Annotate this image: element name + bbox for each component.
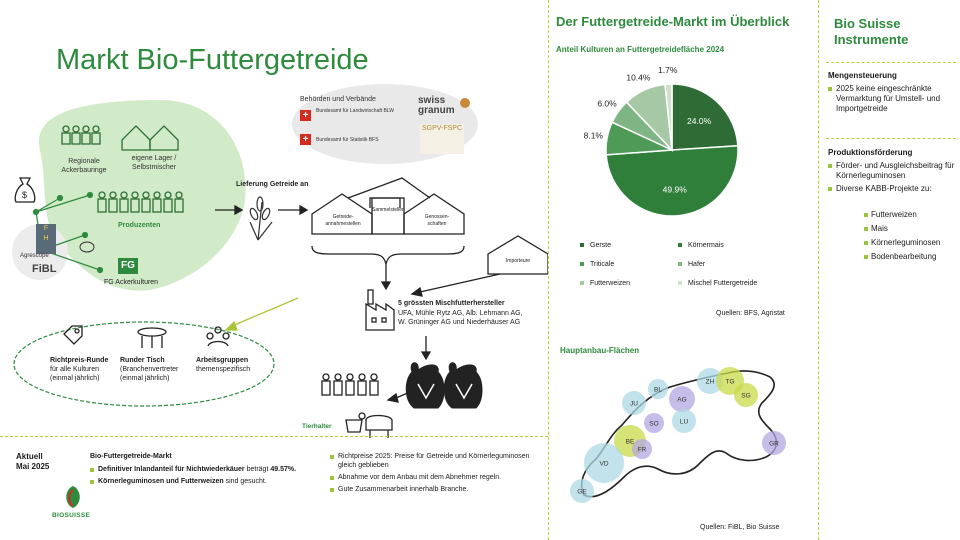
current-bullet (90, 477, 340, 486)
current-label-line2: Mai 2025 (16, 462, 50, 471)
section2-item: Diverse KABB-Projekte zu: (828, 184, 956, 194)
legend-item (580, 260, 614, 269)
delivery-label: Lieferung Getreide an (236, 181, 309, 188)
governance-item-text: für alle Kulturen (einmal jährlich) (50, 366, 100, 382)
section2-subitem: Bodenbearbeitung (864, 252, 958, 262)
canton-label: AG (677, 396, 687, 404)
current-bullet-text: beträgt (244, 466, 271, 473)
page-title: Markt Bio-Futtergetreide (56, 44, 369, 76)
legend-item (678, 260, 705, 269)
section2-subitem: Futterweizen (864, 210, 958, 220)
pie-chart (548, 60, 818, 235)
canton-label: SO (649, 420, 659, 428)
legend-item (678, 279, 757, 288)
section2-sublist (864, 210, 958, 262)
current-label-line1: Aktuell (16, 452, 43, 461)
svg-text:$: $ (22, 190, 28, 200)
legend-label: Körnermais (688, 242, 724, 249)
building-collection-label: Getreide-annahmestellen (325, 214, 361, 227)
governance-item (120, 356, 192, 383)
swiss-cross-icon: + (300, 134, 311, 145)
current-bullet-value: 49.57%. (270, 466, 297, 473)
canton-label: BL (654, 386, 662, 394)
fg-label: FG Ackerkulturen (104, 279, 159, 286)
producers-label: Produzenten (118, 222, 161, 229)
swissgranum-mark (460, 98, 470, 108)
swiss-cross-icon: + (300, 110, 311, 121)
pie-title: Anteil Kulturen an Futtergetreidefläche 2024 (556, 45, 725, 54)
canton-label: JU (630, 400, 638, 408)
governance-item-title: Arbeitsgruppen (196, 357, 249, 364)
current-note: Richtpreise 2025: Preise für Getreide und Körnerleguminosen gleich geblieben (330, 452, 540, 470)
canton-label: TG (725, 378, 735, 386)
governance-item-text: themenspezifisch (196, 366, 251, 373)
sgpv-logo: SGPV-FSPC (420, 124, 464, 154)
feed-sacks-icon (406, 363, 482, 408)
legend-label: Hafer (688, 261, 706, 268)
legend-swatch (580, 243, 584, 247)
livestock-icon (346, 413, 392, 438)
round-table-icon (138, 328, 166, 348)
section2-list (828, 161, 956, 194)
separator-line (818, 0, 819, 540)
mixers-title: 5 grössten Mischfutterhersteller (398, 300, 505, 307)
legend-swatch (678, 281, 682, 285)
pie-data-label: 24.0% (687, 116, 712, 127)
building-cooperatives-label: Genossen-schaften (424, 214, 450, 227)
fibl-logo: FiBL (32, 263, 57, 275)
building-importers-label: Importeure (505, 258, 531, 264)
authorities-label: Behörden und Verbände (300, 96, 376, 103)
bio-suisse-logo: BIOSUISSE (52, 512, 91, 519)
fh-badge (36, 224, 56, 254)
money-bag-icon (15, 178, 34, 202)
fg-badge: FG (118, 258, 138, 274)
section2-subitem: Mais (864, 224, 958, 234)
legend-label: Gerste (590, 242, 612, 249)
current-bullet-text: sind gesucht. (223, 478, 267, 485)
legend-swatch (580, 262, 584, 266)
section1-item: 2025 keine eingeschränkte Vermarktung für Umstell- und Importgetreide (828, 84, 956, 114)
agroscope-label: Agrescope (20, 253, 49, 259)
canton-label: BE (625, 438, 635, 446)
legend-label: Futterweizen (590, 280, 631, 287)
legend-label: Triticale (590, 261, 615, 268)
legend-item (580, 241, 611, 250)
canton-label: SG (741, 392, 751, 400)
section2-title: Produktionsförderung (828, 148, 913, 157)
importers-building-icon (488, 236, 548, 274)
canton-label: FR (637, 446, 647, 454)
factory-icon (366, 290, 394, 330)
legend-item (678, 241, 724, 250)
legend-swatch (678, 243, 682, 247)
canton-label: VD (599, 460, 609, 468)
blw-name: Bundesamt für Landwirtschaft BLW (316, 108, 394, 114)
current-bullet-bold: Körnerleguminosen und Futterweizen (98, 478, 224, 485)
pie-data-label: 8.1% (583, 130, 603, 141)
legend-swatch (580, 281, 584, 285)
right-divider (826, 62, 956, 63)
building-collectors-label: Sammelstellen (372, 207, 405, 213)
right-divider (826, 138, 956, 139)
switzerland-map (548, 355, 818, 520)
section-divider (0, 436, 548, 437)
swissgranum-logo: swiss granum (418, 95, 455, 116)
governance-item (50, 356, 120, 383)
current-notes (330, 452, 540, 494)
canton-label: GR (769, 440, 779, 448)
regional-label: Regionale Ackerbauringe (61, 158, 107, 174)
section1-list (828, 84, 956, 114)
own-storage-label: eigene Lager / Selbstmischer (131, 155, 177, 171)
map-source: Quellen: FiBL, Bio Suisse (700, 524, 780, 531)
current-bullet (90, 465, 340, 474)
fh-badge-f: F (43, 225, 49, 232)
mixers-text: UFA, Mühle Rytz AG, Alb. Lehmann AG, W. Grüninger AG und Niederhäuser AG (398, 310, 523, 326)
canton-label: LU (679, 418, 689, 426)
pie-data-label: 49.9% (662, 184, 687, 195)
governance-item-title: Richtpreis-Runde (50, 357, 109, 364)
bio-suisse-bud-icon (58, 484, 88, 510)
governance-item (196, 356, 266, 374)
governance-item-title: Runder Tisch (120, 357, 165, 364)
map-title: Hauptanbau-Flächen (560, 346, 640, 355)
current-note: Gute Zusammenarbeit innerhalb Branche. (330, 485, 540, 494)
section1-title: Mengensteuerung (828, 71, 897, 80)
legend-item (580, 279, 630, 288)
pie-data-label: 6.0% (597, 98, 617, 109)
middle-title: Der Futtergetreide-Markt im Überblick (556, 14, 790, 29)
pie-source: Quellen: BFS, Agristat (716, 310, 785, 317)
current-label (16, 452, 49, 472)
legend-label: Mischel Futtergetreide (688, 280, 758, 287)
pie-slice-k-rnermais (606, 146, 738, 216)
canton-label: ZH (705, 378, 715, 386)
wheat-icon (249, 197, 272, 240)
animal-keepers-icon (322, 374, 378, 395)
pie-data-label: 1.7% (658, 65, 678, 76)
current-bullets (90, 465, 340, 486)
current-bullet-bold: Definitiver Inlandanteil für Nichtwiederkäuer (98, 466, 245, 473)
current-heading: Bio-Futtergetreide-Markt (90, 453, 172, 460)
bfs-name: Bundesamt für Statistik BFS (316, 137, 379, 143)
current-note: Abnahme vor dem Anbau mit dem Abnehmer regeln. (330, 473, 540, 482)
right-title: Bio Suisse Instrumente (834, 16, 909, 47)
governance-item-text: (Branchenvertreter (einmal jährlich) (120, 366, 179, 382)
fh-badge-h: H (43, 235, 49, 242)
section2-item: Förder- und Ausgleichsbeitrag für Körnerleguminosen (828, 161, 956, 181)
animal-keepers-label: Tierhalter (302, 423, 332, 430)
legend-swatch (678, 262, 682, 266)
canton-label: GE (577, 488, 587, 496)
section2-subitem: Körnerleguminosen (864, 238, 958, 248)
pie-data-label: 10.4% (626, 72, 651, 83)
